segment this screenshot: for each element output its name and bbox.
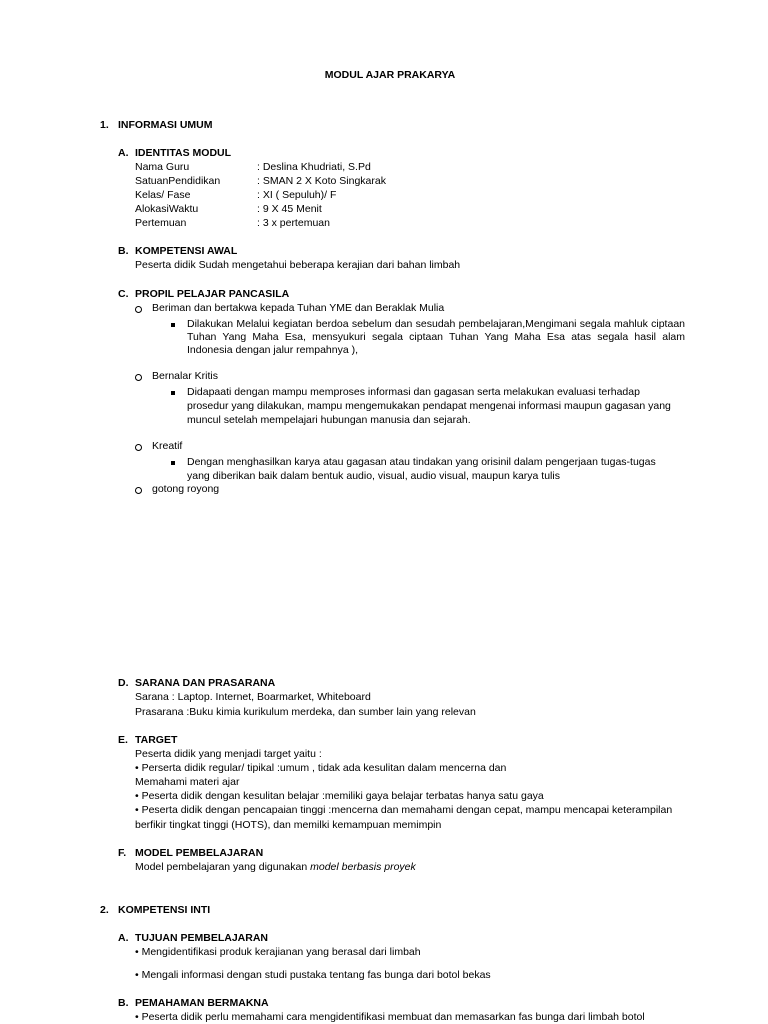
identity-label: Kelas/ Fase [135, 189, 191, 201]
profile-item-label: Bernalar Kritis [152, 370, 218, 382]
target-line: Peserta didik yang menjadi target yaitu : [135, 748, 322, 760]
subsection-a-letter: A. [118, 147, 129, 159]
profile-item-description-line: yang diberikan baik dalam bentuk audio, visual, audio visual, maupun karya tulis [187, 470, 560, 482]
subsection-2a-heading: TUJUAN PEMBELAJARAN [135, 932, 269, 944]
circle-bullet-icon [135, 374, 142, 381]
circle-bullet-icon [135, 306, 142, 313]
subsection-c-letter: C. [118, 288, 129, 300]
profile-item-description-line: muncul setelah mempelajari hubungan manusia dan sejarah. [187, 414, 471, 426]
square-bullet-icon [171, 323, 175, 327]
identity-label: SatuanPendidikan [135, 175, 221, 187]
document-title: MODUL AJAR PRAKARYA [324, 69, 456, 81]
target-line: • Peserta didik dengan pencapaian tinggi :mencerna dan memahami dengan cepat, mampu mencapai keterampilan [135, 804, 673, 816]
target-line: • Perserta didik regular/ tipikal :umum , tidak ada kesulitan dalam mencerna dan [135, 762, 507, 774]
subsection-2a-letter: A. [118, 932, 129, 944]
profile-item-label: gotong royong [152, 483, 220, 495]
subsection-e-letter: E. [118, 734, 128, 746]
subsection-d-heading: SARANA DAN PRASARANA [135, 677, 276, 689]
subsection-f-heading: MODEL PEMBELAJARAN [135, 847, 264, 859]
circle-bullet-icon [135, 444, 142, 451]
identity-label: Nama Guru [135, 161, 190, 173]
subsection-2b-letter: B. [118, 997, 129, 1009]
identity-label: Pertemuan [135, 217, 187, 229]
tujuan-line: • Mengidentifikasi produk kerajianan yang berasal dari limbah [135, 946, 421, 958]
pemahaman-line: • Peserta didik perlu memahami cara mengidentifikasi membuat dan memasarkan fas bunga dari limbah botol [135, 1011, 645, 1023]
prasarana-line: Prasarana :Buku kimia kurikulum merdeka, dan sumber lain yang relevan [135, 706, 476, 718]
identity-value: : XI ( Sepuluh)/ F [257, 189, 337, 201]
subsection-2b-heading: PEMAHAMAN BERMAKNA [135, 997, 269, 1009]
profile-item-description-line: prosedur yang dilakukan, mampu mengemukakan pendapat mengenai informasi maupun gagasan yang [187, 400, 671, 412]
subsection-b-letter: B. [118, 245, 129, 257]
model-text-italic: model berbasis proyek [310, 861, 416, 873]
subsection-c-heading: PROPIL PELAJAR PANCASILA [135, 288, 290, 300]
target-line: Memahami materi ajar [135, 776, 240, 788]
model-text-plain: Model pembelajaran yang digunakan [135, 861, 311, 873]
profile-item-label: Beriman dan bertakwa kepada Tuhan YME dan Beraklak Mulia [152, 302, 445, 314]
target-line: • Peserta didik dengan kesulitan belajar :memiliki gaya belajar terbatas hanya satu gaya [135, 790, 544, 802]
profile-item-description-line: Didapaati dengan mampu memproses informasi dan gagasan serta melakukan evaluasi terhadap [187, 386, 640, 398]
model-pembelajaran-text [135, 861, 416, 874]
square-bullet-icon [171, 391, 175, 395]
square-bullet-icon [171, 461, 175, 465]
profile-item-description-line: Dengan menghasilkan karya atau gagasan atau tindakan yang orisinil dalam pengerjaan tugas-tugas [187, 456, 656, 468]
target-line: berfikir tingkat tinggi (HOTS), dan memilki kemampuan memimpin [135, 819, 442, 831]
section-1-number: 1. [100, 119, 109, 131]
identity-value: : 9 X 45 Menit [257, 203, 322, 215]
circle-bullet-icon [135, 487, 142, 494]
identity-label: AlokasiWaktu [135, 203, 199, 215]
identity-value: : SMAN 2 X Koto Singkarak [257, 175, 386, 187]
subsection-a-heading: IDENTITAS MODUL [135, 147, 232, 159]
section-2-number: 2. [100, 904, 109, 916]
identity-value: : 3 x pertemuan [257, 217, 330, 229]
profile-item-label: Kreatif [152, 440, 183, 452]
subsection-f-letter: F. [118, 847, 127, 859]
subsection-b-heading: KOMPETENSI AWAL [135, 245, 238, 257]
sarana-line: Sarana : Laptop. Internet, Boarmarket, Whiteboard [135, 691, 371, 703]
profile-item-description: Dilakukan Melalui kegiatan berdoa sebelum dan sesudah pembelajaran,Mengimani segala mahluk ciptaan Tuhan Yang Maha Esa, mensyukuri segala ciptaan Tuhan Yang Maha Esa atas segala hasil alam Indonesia dengan jalur rempahnya ), [187, 318, 685, 356]
tujuan-line: • Mengali informasi dengan studi pustaka tentang fas bunga dari botol bekas [135, 969, 491, 981]
subsection-d-letter: D. [118, 677, 129, 689]
subsection-e-heading: TARGET [135, 734, 178, 746]
kompetensi-awal-text: Peserta didik Sudah mengetahui beberapa kerajian dari bahan limbah [135, 259, 461, 271]
section-2-heading: KOMPETENSI INTI [118, 904, 211, 916]
identity-value: : Deslina Khudriati, S.Pd [257, 161, 371, 173]
section-1-heading: INFORMASI UMUM [118, 119, 213, 131]
